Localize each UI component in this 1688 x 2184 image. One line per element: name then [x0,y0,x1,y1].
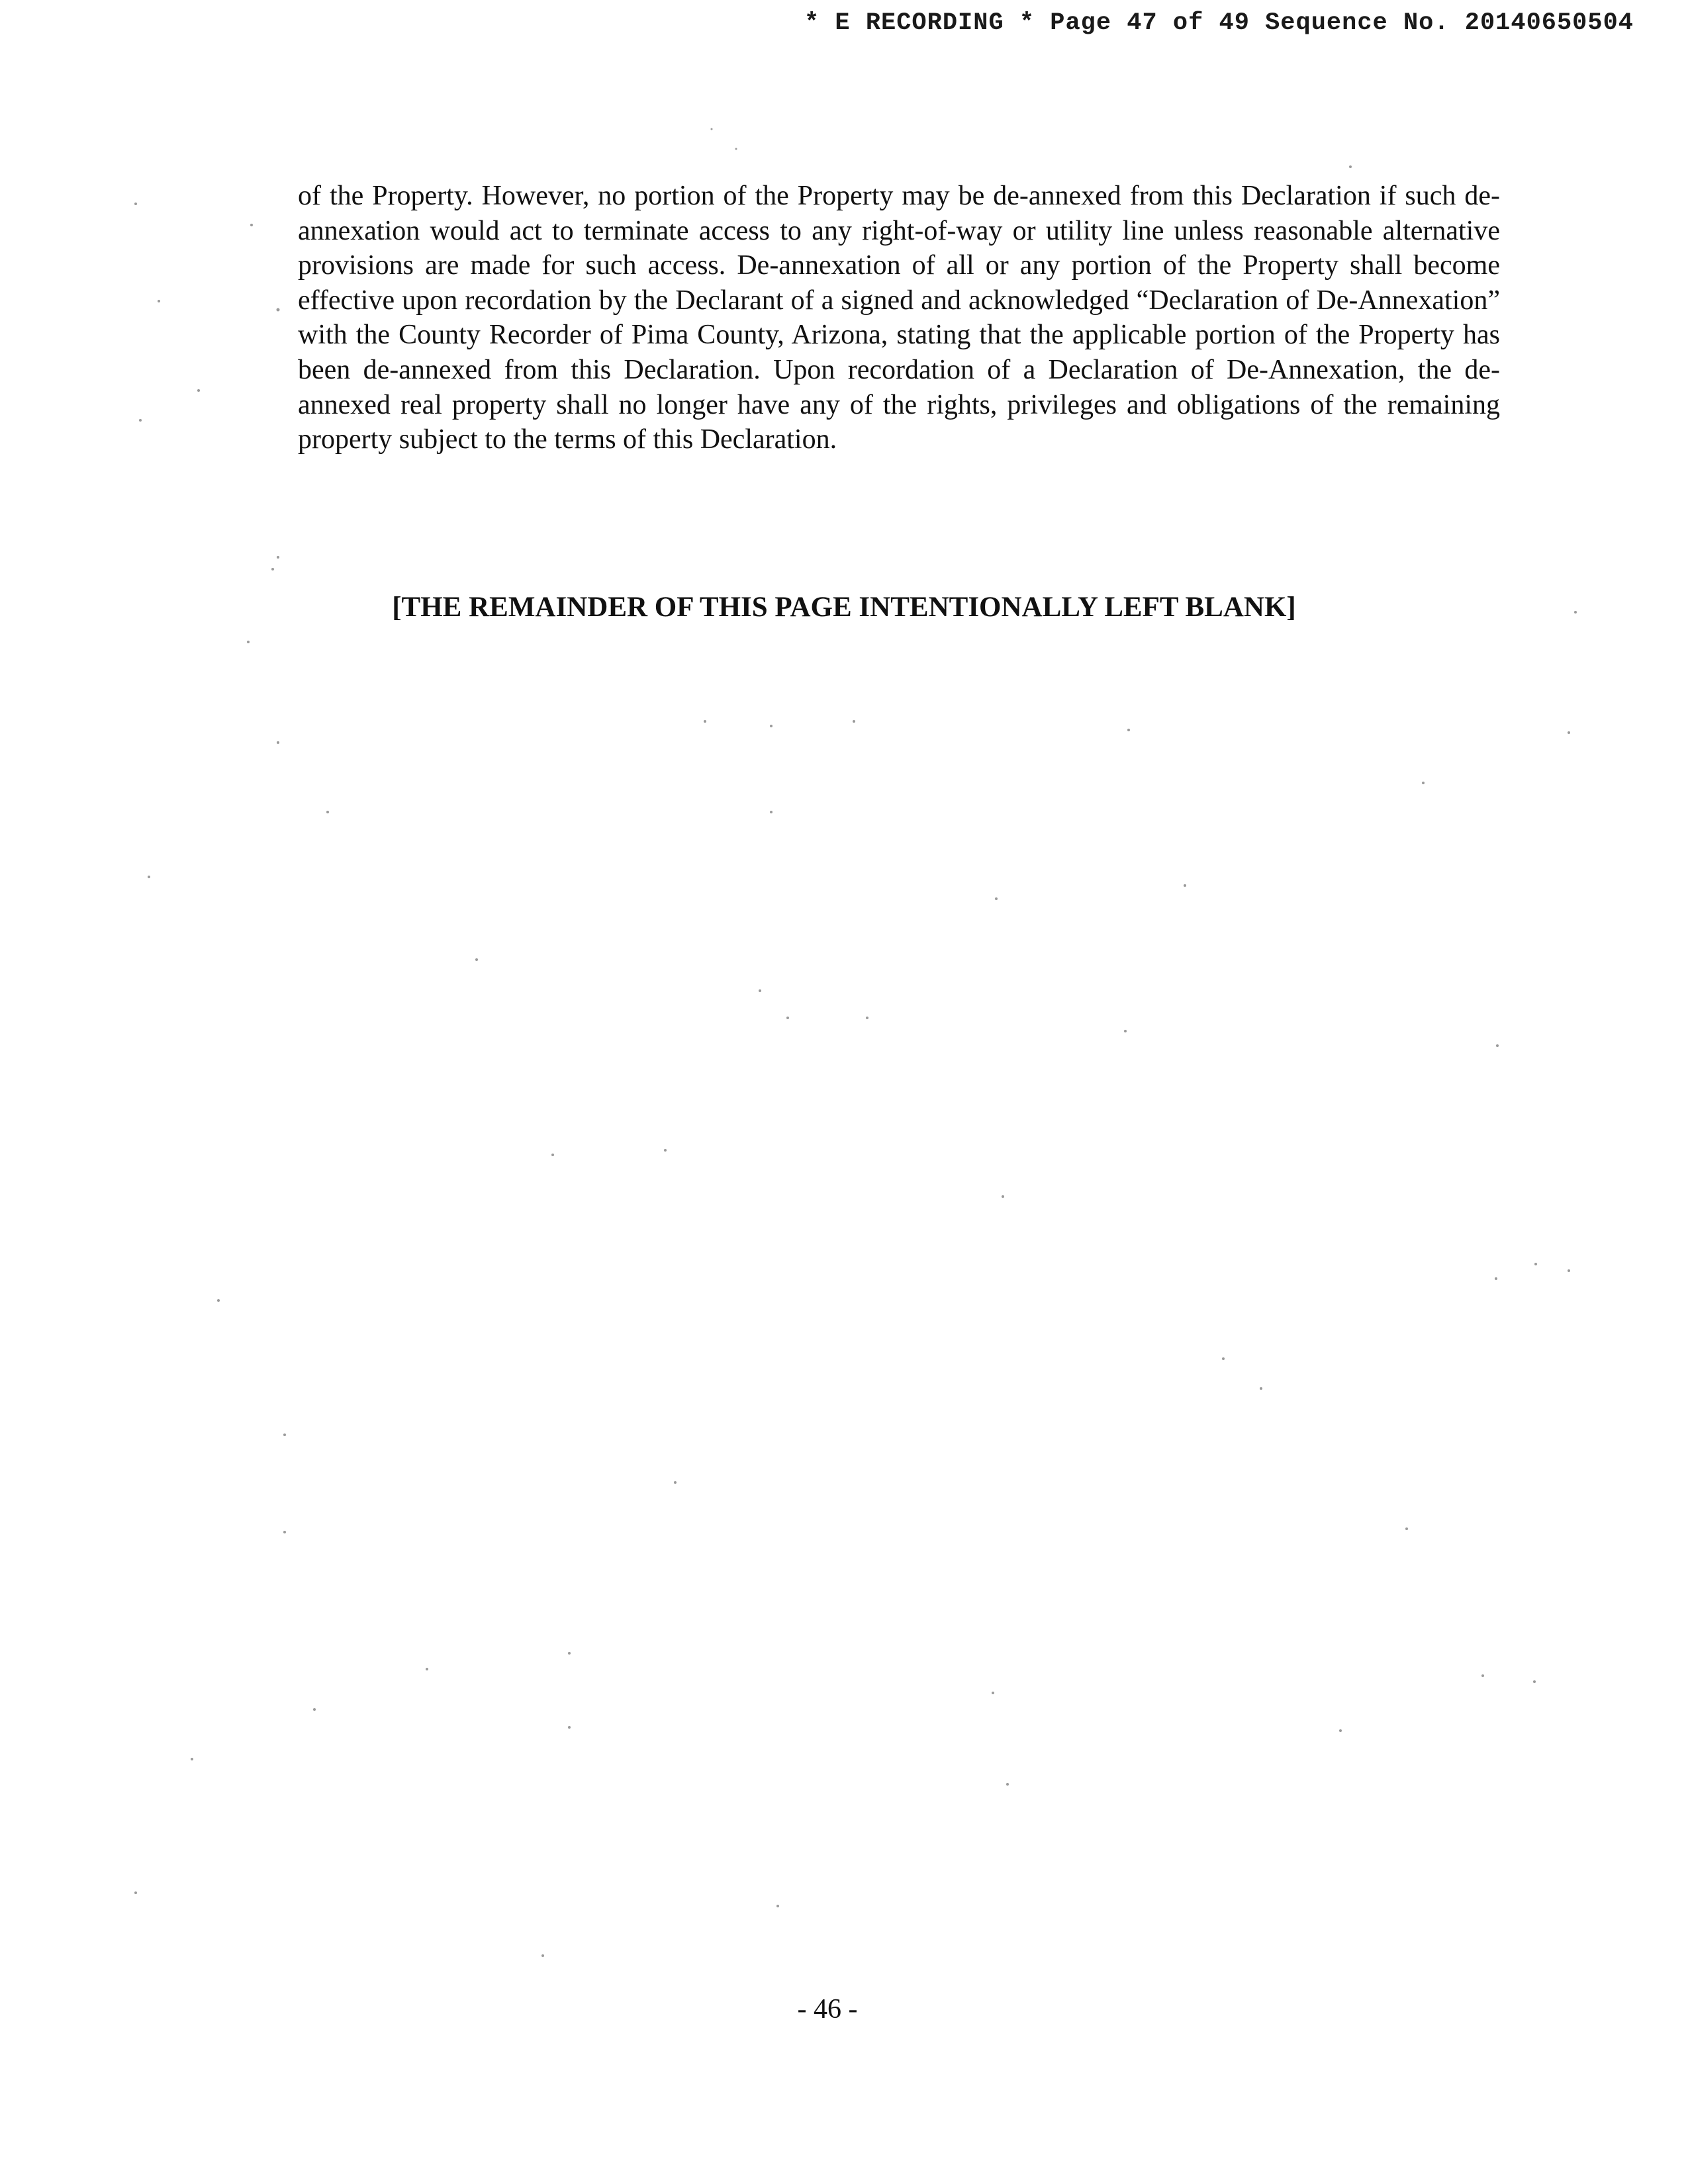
blank-page-notice: [THE REMAINDER OF THIS PAGE INTENTIONALLY LEFT BLANK] [392,592,1296,623]
page-number: - 46 - [797,1994,858,2025]
recording-header: * E RECORDING * Page 47 of 49 Sequence No. 20140650504 [804,9,1634,37]
declaration-paragraph: of the Property. However, no portion of the Property may be de-annexed from this Declaration if such de-annexation would act to terminate access to any right-of-way or utility line unless reasonable alternative provisions are made for such access. De-annexation of all or any portion of the Property shall become effective upon recordation by the Declarant of a signed and acknowledged “Declaration of De-Annexation” with the County Recorder of Pima County, Arizona, stating that the applicable portion of the Property has been de-annexed from this Declaration. Upon recordation of a Declaration of De-Annexation, the de-annexed real property shall no longer have any of the rights, privileges and obligations of the remaining property subject to the terms of this Declaration. [298,181,1500,455]
